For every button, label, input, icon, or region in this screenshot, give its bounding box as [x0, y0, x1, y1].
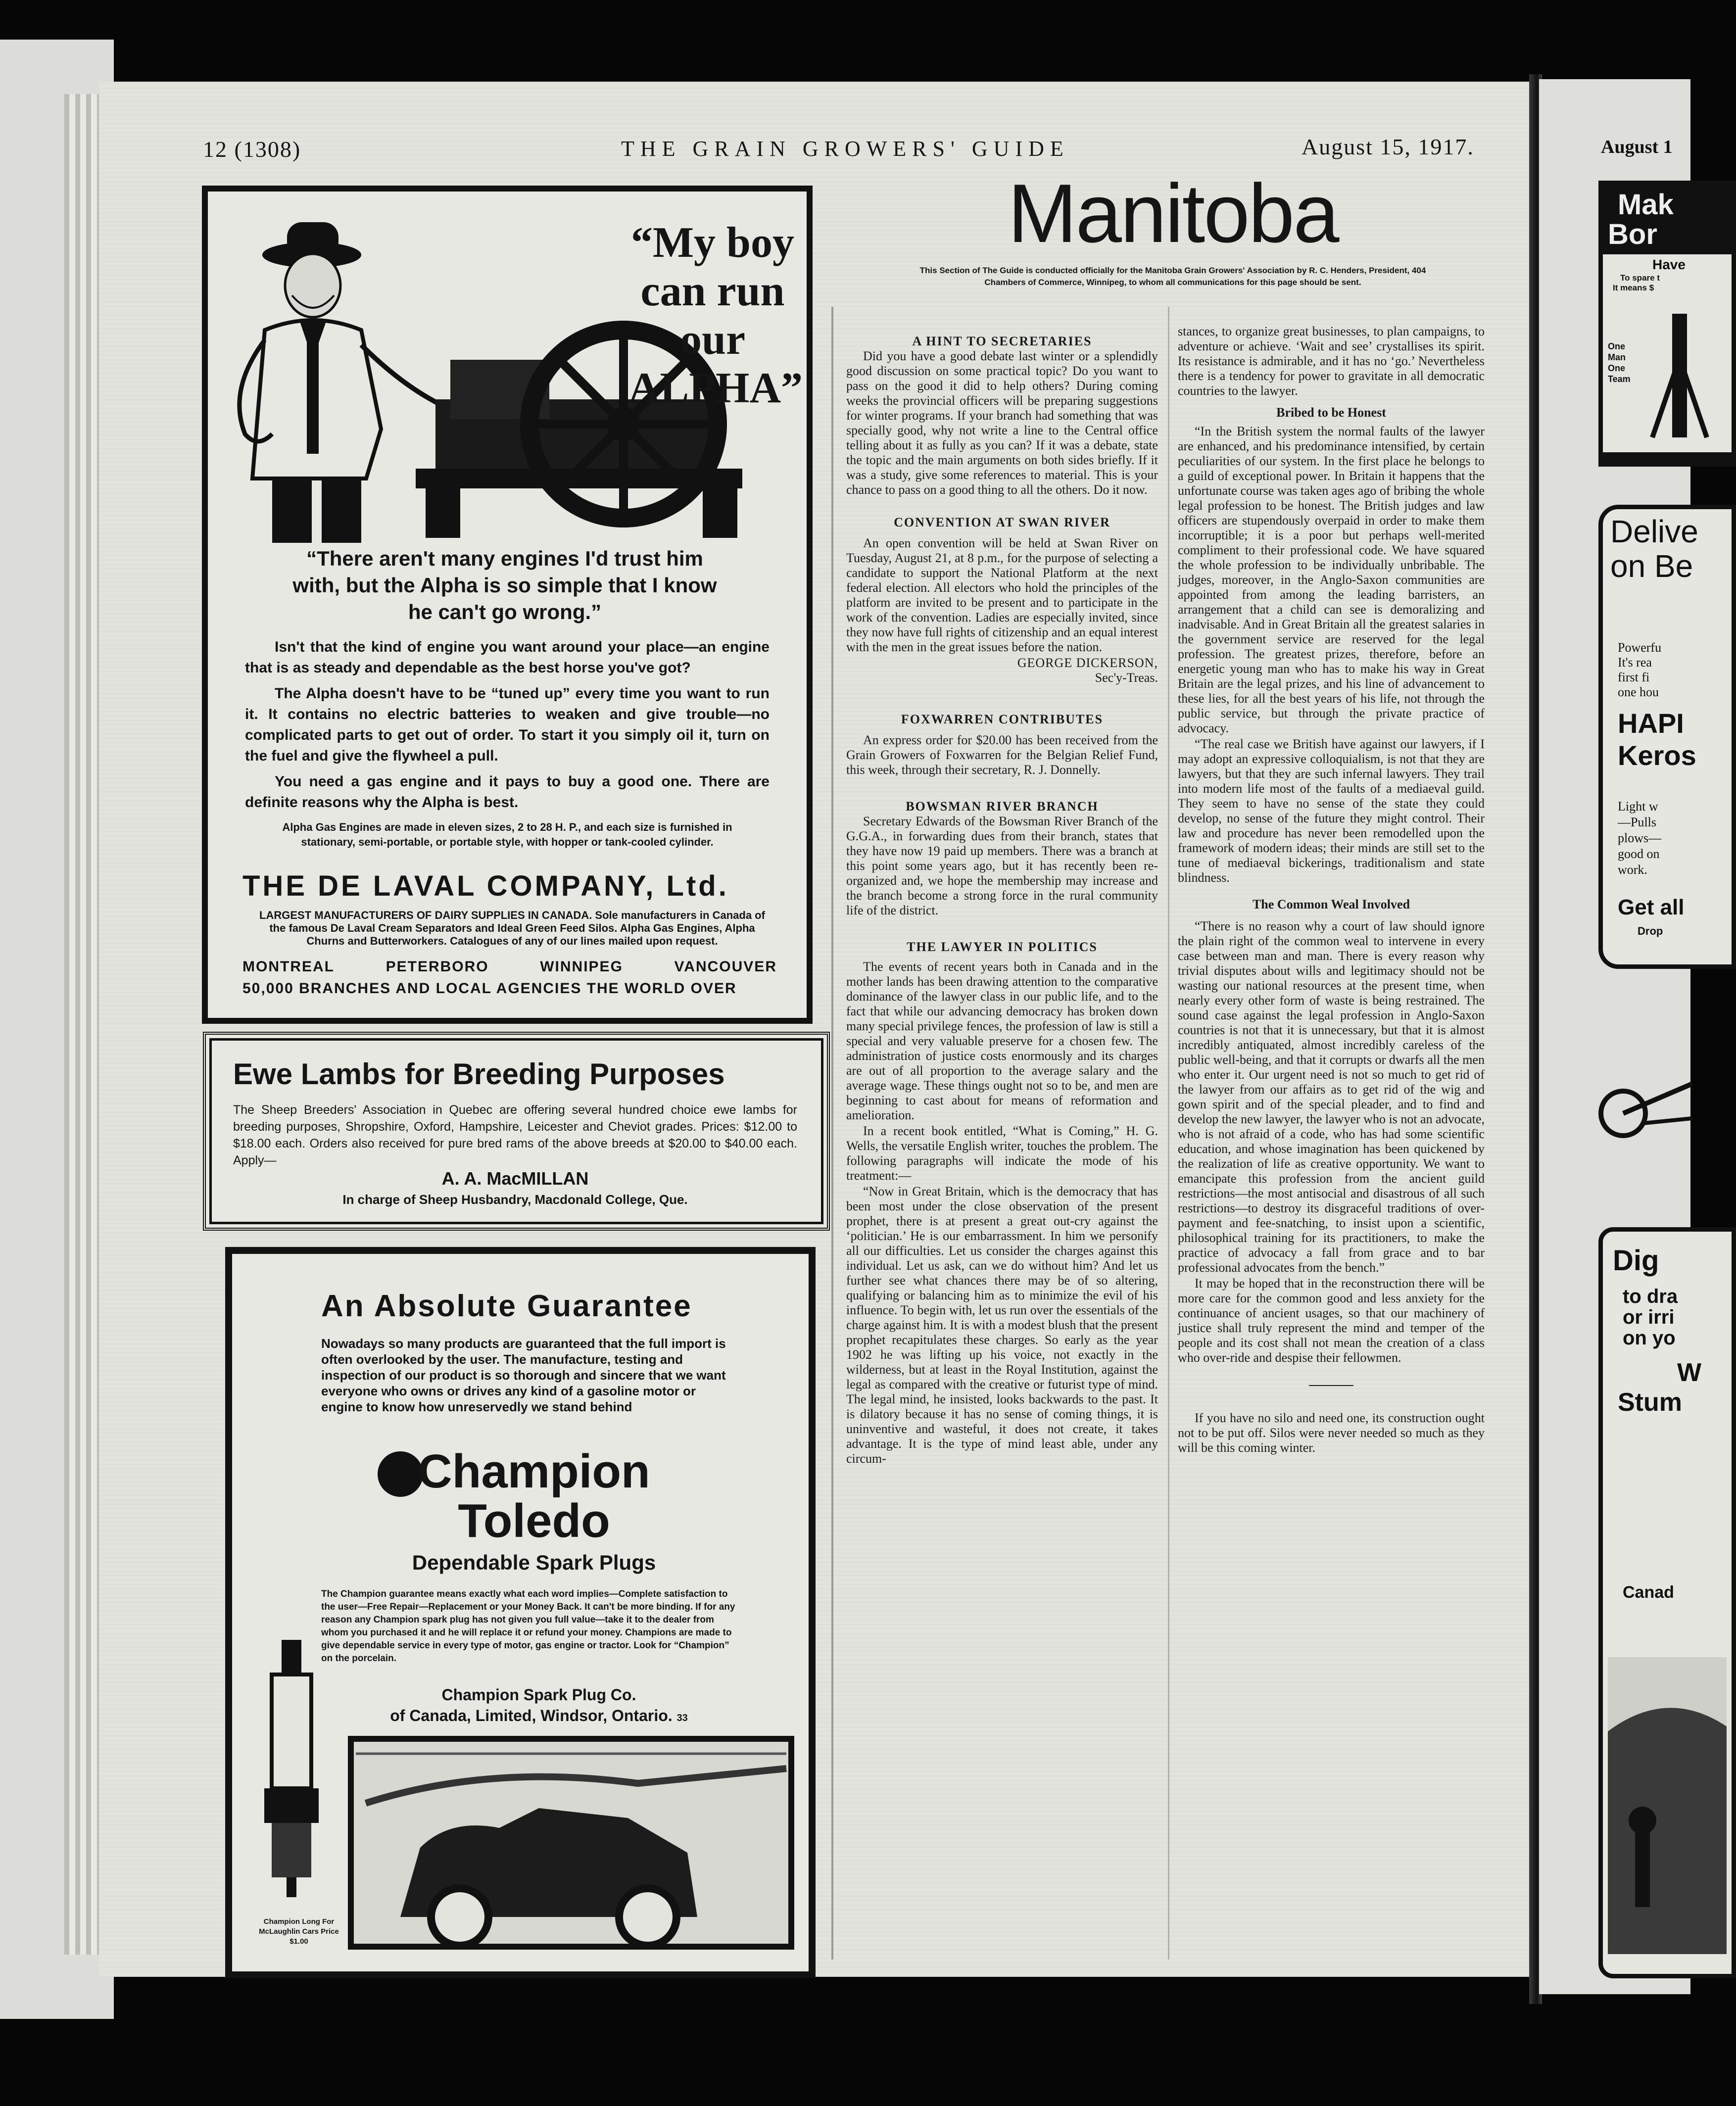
- ad-fragment-text: [1618, 799, 1661, 878]
- article-text: “There is no reason why a court of law should ignore the plain right of the common weal to intervene in every case between man and man. There is every reason why trivial disputes about wills and legitimacy should not be wasting our national resources at the present time, when nearly every other form of waste is being restrained. The sound case against the legal profession in Anglo-Saxon countries is not that it is unnecessary, but that it is almost incredibly antiquated, almost incredibly careless of the public well-being, and that it corrupts or dwarfs all the men who enter it. Our urgent need is not so much to get rid of the lawyer from our affairs as to get rid of the wig and gown spirit and of the special pleader, and to find and develop the new lawyer, the lawyer who is not an advocate, who is not afraid of a code, who has had some scientific education, and whose imagination has been quickened by the realization of life as creative opportunity. We want to emancipate this profession from the ancient guild restrictions—the most antisocial and disastrous of all such restrictions—to destroy its disgraceful traditions of over-payment and fee-snatching, to insist upon a scientific, philosophical training for its practitioners, to make the practice of advocacy a fall from grace and to bar professional advocates from the bench.”: [1178, 919, 1485, 1275]
- brand-line: Champion: [418, 1445, 650, 1498]
- ad-fragment-side: [1608, 341, 1631, 384]
- tractor-ad-fragment: [1598, 505, 1736, 969]
- de-laval-company-name: THE DE LAVAL COMPANY, Ltd.: [242, 870, 729, 902]
- agencies-line: 50,000 BRANCHES AND LOCAL AGENCIES THE WORLD OVER: [242, 980, 737, 997]
- article-subheading: The Common Weal Involved: [1252, 897, 1410, 911]
- newspaper-page: [99, 82, 1534, 1977]
- text-line: good on: [1618, 847, 1660, 861]
- page-number: 12 (1308): [203, 137, 301, 162]
- ad-fragment-line: on Be: [1610, 548, 1693, 584]
- text-line: one hou: [1618, 685, 1659, 699]
- de-laval-offices: [242, 956, 777, 1000]
- article-text: An express order for $20.00 has been received from the Grain Growers of Foxwarren for the Belgian Relief Fund, this week, through their secretary, R. J. Donnelly.: [846, 733, 1158, 777]
- champion-plug-caption: Champion Long For McLaughlin Cars Price $1.00: [259, 1917, 339, 1946]
- alpha-paragraph: You need a gas engine and it pays to buy a good one. There are definite reasons why the Alpha is best.: [245, 773, 770, 811]
- article-text: stances, to organize great businesses, to plan campaigns, to adventure or achieve. ‘Wait and see’ crystallises its spirit. Its resistance is admirable, and it has no ‘go.’ Nevertheless there is a tendency for power to gravitate in all democratic countries to the lawyer.: [1178, 324, 1485, 398]
- company-line: Champion Spark Plug Co.: [441, 1686, 636, 1704]
- de-laval-description: LARGEST MANUFACTURERS OF DAIRY SUPPLIES IN CANADA. Sole manufacturers in Canada of the famous De Laval Cream Separators and Ideal Green Feed Silos. Alpha Gas Engines, Alpha Churns and Butterworkers. Catalogues of any of our lines mailed upon request.: [259, 909, 765, 947]
- article-text: “The real case we British have against our lawyers, if I may adopt an expressive colloquialism, is not that they are lawyers, but that they are such infernal lawyers. They trail into modern life most of the faults of a mediaeval guild. They seem to have no sense of the state they could develop, no sense of the future they might control. Their law and procedure has never been remodelled upon the framework of modern ideas; their minds are still set to the tune of mediaeval bickerings, traditionalism and state blindness.: [1178, 737, 1485, 885]
- text-line: first fi: [1618, 670, 1650, 684]
- text-line: on yo: [1623, 1327, 1676, 1349]
- champion-brand: [386, 1447, 682, 1546]
- column-rule: [831, 307, 833, 1960]
- manitoba-column-1: [846, 334, 1158, 1467]
- city-name: MONTREAL: [242, 958, 335, 975]
- article-heading: CONVENTION AT SWAN RIVER: [894, 515, 1110, 529]
- article-heading: BOWSMAN RIVER BRANCH: [906, 799, 1099, 814]
- ewe-contact-role: In charge of Sheep Husbandry, Macdonald College, Que.: [342, 1192, 688, 1207]
- alpha-paragraph: The Alpha doesn't have to be “tuned up” every time you want to run it. It contains no electric batteries to weaken and give trouble—no complicated parts to get out of order. To start it you simply oil it, turn on the fuel and give the flywheel a pull.: [245, 685, 770, 764]
- section-masthead: Manitoba: [1008, 167, 1338, 260]
- text-line: or irri: [1623, 1306, 1675, 1328]
- plow-illustration: [1593, 1064, 1692, 1143]
- ad-fragment-line: Drop: [1638, 925, 1663, 937]
- text-line: work.: [1618, 862, 1647, 877]
- article-text: Secretary Edwards of the Bowsman River Branch of the G.G.A., in forwarding dues from their branch, states that they have now 19 paid up members. There was a branch at this point some years ago, but it has recently been re-organized and, we hope the membership may increase and the branch become a strong force in the rural community life of the district.: [846, 814, 1158, 917]
- column-rule: [1168, 307, 1169, 1960]
- ewe-lambs-body: The Sheep Breeders' Association in Quebec are offering several hundred choice ewe lambs for breeding purposes, Shropshire, Oxford, Hampshire, Leicester and Cheviot grades. Prices: $12.00 to $18.00 each. Orders also received for pure bred rams of the above breeds at $20.00 to $40.00 each. Apply—: [233, 1103, 797, 1167]
- article-text: “In the British system the normal faults of the lawyer are enhanced, and his predominance intensified, by certain peculiarities of our system. In the first place he belongs to a guild of exceptional power. In Britain it happens that the unfortunate course was taken ages ago of bribing the whole legal profession to be honest. The British judges and law officers are stupendously overpaid in order to make them incorruptible; it is a poor but perhaps well-merited compliment to their professional code. We have squared the whole profession to be individually unbribable. The judges, moreover, in the Anglo-Saxon communities are appointed from among the leading barristers, an arrangement that a child can see is demoralizing and inadvisable. And in Great Britain all the greatest salaries in the government service are reserved for the legal profession. The greatest prizes, therefore, before an energetic young man who has to make his way in Great Britain are the legal prizes, and his line of advancement to these lies, for all the best years of his life, not through the public service, but through the private practice of advocacy.: [1178, 424, 1485, 735]
- issue-date: August 15, 1917.: [1302, 134, 1474, 159]
- next-page-edge: [1539, 79, 1702, 1994]
- next-page-date: August 1: [1601, 137, 1673, 157]
- ad-fragment-line: Canad: [1623, 1583, 1674, 1602]
- champion-guarantee-text: The Champion guarantee means exactly what each word implies—Complete satisfaction to the user—Free Repair—Replacement or your Money Back. It can't be more binding. If for any reason any Champion spark plug has not given you full value—take it to the dealer from whom you purchased it and he will replace it or refund your money. Champions are made to give dependable service in every type of motor, gas engine or tractor. Look for “Champion” on the porcelain.: [321, 1589, 735, 1664]
- section-divider: [1309, 1385, 1353, 1386]
- signature-title: Sec'y-Treas.: [1095, 670, 1158, 685]
- ewe-contact-name: A. A. MacMILLAN: [441, 1168, 589, 1189]
- article-heading: A HINT TO SECRETARIES: [912, 334, 1092, 348]
- ad-fragment-panel: [1603, 254, 1732, 452]
- ad-fragment-line: Get all: [1618, 895, 1685, 919]
- article-text: An open convention will be held at Swan River on Tuesday, August 21, at 8 p.m., for the purpose of selecting a candidate to support the National Platform at the next federal election. All electors who hold the principles of the platform are invited to be present and to participate in the work of the convention. Ladies are especially invited, since they now have full rights of citizenship and an equal interest with the men in the great issues before the nation.: [846, 536, 1158, 654]
- article-text: If you have no silo and need one, its construction ought not to be put off. Silos were never needed so much as they will be this coming winter.: [1178, 1411, 1485, 1455]
- text-line: —Pulls: [1618, 815, 1657, 829]
- text-line: plows—: [1618, 831, 1662, 845]
- side-word: One: [1608, 363, 1626, 373]
- article-heading: THE LAWYER IN POLITICS: [907, 940, 1098, 954]
- article-text: It may be hoped that in the reconstruction there will be more care for the common good and less anxiety for the continuance of ancient usages, so that our machinery of justice shall truly represent the mind and temper of the people and its cost shall not mean the creation of a class who over-ride and despise their fellowmen.: [1178, 1276, 1485, 1365]
- article-text: The events of recent years both in Canada and in the mother lands has been drawing attention to the comparative dominance of the lawyer class in our public life, and to the fact that while our advancing democracy has broken down many special privilege fences, the profession of law is still a special and very valuable preserve for a chosen few. The administration of justice costs enormously and its charges are out of all proportion to the average salary and the average wage. These things ought not so to be, and men are beginning to cast about for means of reformation and amelioration.: [846, 959, 1158, 1122]
- ad-fragment-text: [1623, 1286, 1678, 1348]
- side-word: One: [1608, 341, 1626, 351]
- ewe-lambs-ad: [203, 1032, 830, 1231]
- ad-fragment-text: [1618, 640, 1661, 700]
- stump-puller-ad-fragment: [1598, 181, 1736, 467]
- article-text: In a recent book entitled, “What is Coming,” H. G. Wells, the versatile English writer, touches the problem. The following paragraphs will indicate the mode of his treatment:—: [846, 1124, 1158, 1183]
- ad-fragment-line: Dig: [1613, 1244, 1659, 1277]
- text-line: Powerfu: [1618, 640, 1662, 655]
- city-name: WINNIPEG: [540, 958, 623, 975]
- signature-name: GEORGE DICKERSON,: [1017, 656, 1158, 670]
- alpha-subhead: “There aren't many engines I'd trust him with, but the Alpha is so simple that I know he can't go wrong.”: [292, 547, 717, 623]
- ad-fragment-line: HAPI: [1618, 708, 1684, 739]
- champion-tagline: Dependable Spark Plugs: [412, 1551, 656, 1574]
- publication-title: THE GRAIN GROWERS' GUIDE: [621, 137, 1069, 161]
- ad-fragment-line: Stum: [1618, 1388, 1682, 1417]
- city-name: PETERBORO: [386, 958, 489, 975]
- alpha-body: [245, 637, 770, 818]
- ad-fragment-line: It means $: [1613, 283, 1654, 292]
- ad-fragment-line: Keros: [1618, 740, 1696, 771]
- side-word: Team: [1608, 374, 1631, 384]
- company-location: of Canada, Limited, Windsor, Ontario.: [390, 1707, 673, 1724]
- champion-headline: An Absolute Guarantee: [321, 1289, 692, 1323]
- tree-stump-illustration: [1608, 1657, 1727, 1954]
- text-line: to dra: [1623, 1286, 1678, 1307]
- alpha-sizes-note: Alpha Gas Engines are made in eleven sizes, 2 to 28 H. P., and each size is furnished in stationary, semi-portable, or portable style, with hopper or tank-cooled cylinder.: [282, 821, 732, 848]
- champion-intro: Nowadays so many products are guaranteed that the full import is often overlooked by the user. The manufacture, testing and inspection of our product is so thorough and sincere that we want everyone who owns or drives any kind of a gasoline motor or engine to know how unreservedly we stand behind: [321, 1336, 726, 1414]
- side-word: Man: [1608, 352, 1626, 362]
- alpha-paragraph: Isn't that the kind of engine you want around your place—an engine that is as steady and dependable as the best horse you've got?: [245, 639, 770, 676]
- brand-line: Toledo: [458, 1494, 610, 1547]
- ad-number: 33: [676, 1713, 688, 1723]
- section-note: This Section of The Guide is conducted officially for the Manitoba Grain Growers' Association by R. C. Henders, President, 404 Chambers of Commerce, Winnipeg, to whom all communications for this page should be sent.: [919, 266, 1426, 287]
- stumping-powder-ad-fragment: [1598, 1227, 1736, 1978]
- ad-fragment-line: W: [1677, 1358, 1702, 1387]
- ewe-lambs-title: Ewe Lambs for Breeding Purposes: [233, 1057, 725, 1091]
- text-line: It's rea: [1618, 655, 1652, 670]
- article-heading: FOXWARREN CONTRIBUTES: [901, 712, 1104, 726]
- ad-fragment-line: Delive: [1610, 514, 1698, 549]
- stump-puller-icon: [1642, 309, 1727, 447]
- ad-fragment-line: To spare t: [1620, 273, 1660, 283]
- ad-fragment-line: Mak: [1618, 189, 1674, 221]
- article-text: “Now in Great Britain, which is the democracy that has been most under the close observation of the present prophet, there is at present a great out-cry against the ‘politician.’ He is our embarrassment. In him we personify all our difficulties. Let us consider the charges against this individual. Let us ask, can we do without him? And let us further see what chances there may be of so altering, qualifying or balancing him as to minimize the evil of his influence. To begin with, let us run over the essentials of the charge against him. It is with a modest blush that the present prophet recapitulates these charges. So early as the year 1902 he was lifting up his voice, not exactly in the wilderness, but at least in the Royal Institution, against the legal as compared with the creative or futurist type of mind. The legal mind, he insisted, looks backwards to the past. It is dilatory because it has no sense of coming things, it is uninventive and wasteful, it does not create, it takes advantage. It is the type of mind least able, under any circum-: [846, 1184, 1158, 1466]
- alpha-engine-ad: [202, 186, 813, 1024]
- champion-spark-plug-ad: [225, 1247, 816, 1978]
- text-line: Light w: [1618, 799, 1658, 814]
- alpha-headline: “My boy can run our ALPHA”: [628, 219, 803, 412]
- city-name: VANCOUVER: [674, 958, 777, 975]
- manitoba-column-2: [1178, 324, 1485, 1456]
- ad-fragment-line: Bor: [1608, 218, 1657, 250]
- article-text: Did you have a good debate last winter or a splendidly good discussion on some practical topic? Do you want to pass on the good it did to help others? During coming weeks the provincial officers will be preparing suggestions for winter programs. If your branch had something that was specially good, why not write a line to the Central office telling about it as fully as you can? If it was a debate, state the topic and the main arguments on both sides briefly. If it was a study, give some references to material. This is your chance to pass on a good thing to all the others. Do it now.: [846, 349, 1158, 497]
- article-subheading: Bribed to be Honest: [1276, 405, 1386, 420]
- car-and-spark-plug-illustration: [242, 1640, 796, 1952]
- ad-fragment-line: Have: [1652, 257, 1686, 272]
